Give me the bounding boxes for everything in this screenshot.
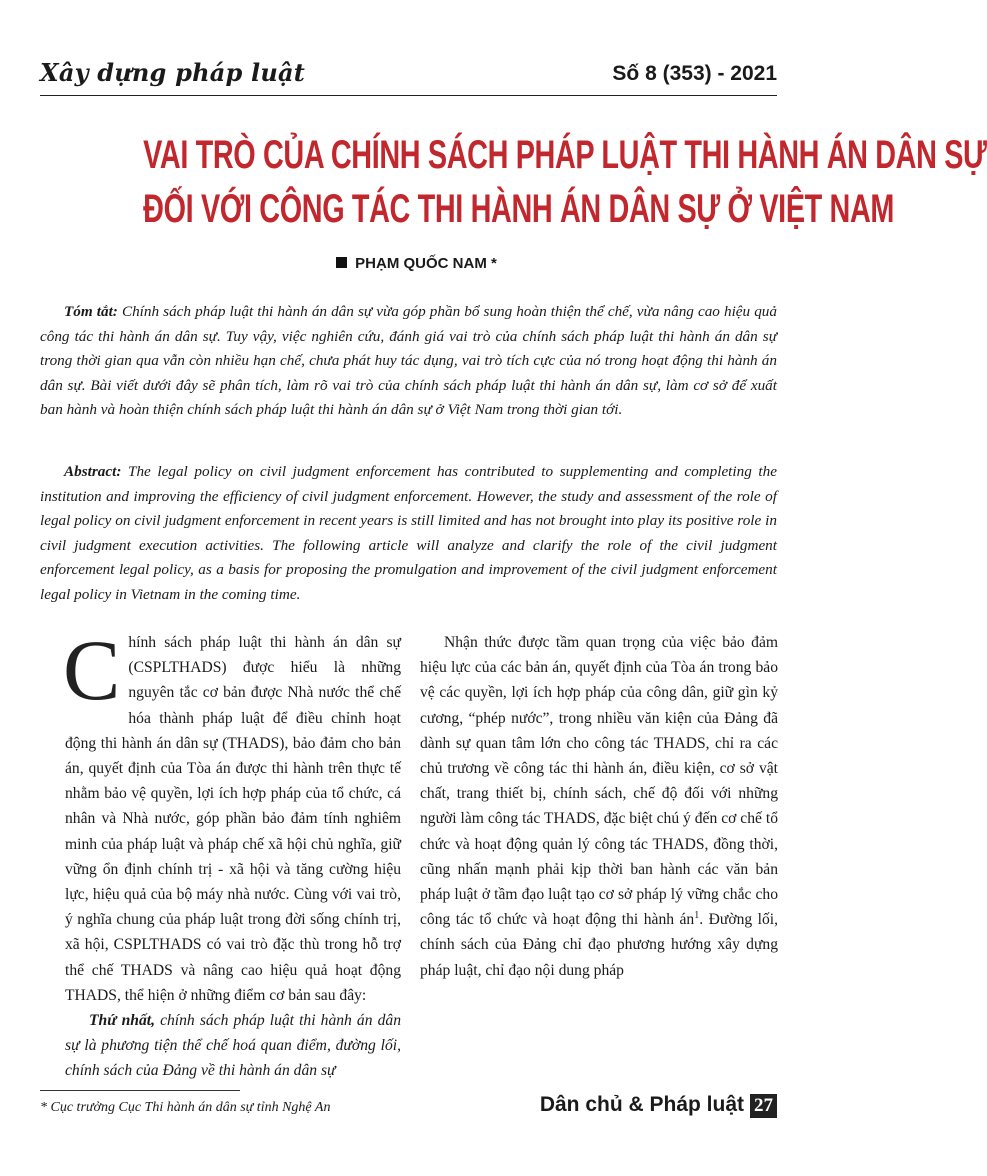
body-column-left (63, 622, 401, 1084)
abstract-vi-text: Chính sách pháp luật thi hành án dân sự vừa góp phần bổ sung hoàn thiện thể chế, vừa nâng cao hiệu quả công tác thi hành án dân sự. Tuy vậy, việc nghiên cứu, đánh giá vai trò của chính sách pháp luật thi hành án dân sự trong thời gian qua vẫn còn nhiều hạn chế, chưa phát huy tác dụng, vai trò tích cực của nó trong hoạt động thi hành án dân sự. Bài viết dưới đây sẽ phân tích, làm rõ vai trò của chính sách pháp luật thi hành án dân sự, làm cơ sở để xuất ban hành và hoàn thiện chính sách pháp luật thi hành án dân sự ở Việt Nam trong thời gian tới. (40, 303, 777, 419)
abstract-english (40, 460, 777, 608)
header-divider (40, 95, 777, 96)
abstract-vi-label: Tóm tắt: (64, 303, 118, 320)
first-point-label: Thứ nhất, (89, 1012, 155, 1030)
footnote-divider (40, 1090, 240, 1091)
magazine-name: Dân chủ & Pháp luật (539, 1093, 744, 1116)
drop-cap: C (63, 622, 121, 718)
footnote-reference: 1 (694, 910, 700, 922)
abstract-en-text: The legal policy on civil judgment enforcement has contributed to supplementing and completing the institution and improving the efficiency of civil judgment enforcement. However, the study and assessment of the role of legal policy on civil judgment enforcement in recent years is still limited and has not brought into play its positive role in civil judgment execution activities. The following article will analyze and clarify the role of the civil judgment enforcement legal policy, as a basis for proposing the promulgation and improvement of the civil judgment enforcement legal policy in Vietnam in the coming time. (40, 463, 777, 603)
abstract-vietnamese (40, 300, 777, 423)
paragraph-awareness (420, 630, 778, 983)
paragraph-awareness-tail: . Đường lối, chính sách của Đảng chỉ đạo phương hướng xây dựng pháp luật, chỉ đạo nội dung pháp (420, 911, 778, 979)
paragraph-intro (63, 622, 401, 1008)
author-byline (0, 255, 833, 272)
paragraph-intro-text: hính sách pháp luật thi hành án dân sự (CSPLTHADS) được hiểu là những nguyên tắc cơ bản được Nhà nước thể chế hóa thành pháp luật để điều chỉnh hoạt động thi hành án dân sự (THADS), bảo đảm cho bản án, quyết định của Tòa án được thi hành trên thực tế nhằm bảo vệ quyền, lợi ích hợp pháp của tổ chức, cá nhân và Nhà nước, góp phần bảo đảm tính nghiêm minh của pháp luật và pháp chế xã hội chủ nghĩa, giữ vững ổn định chính trị - xã hội và tăng cường hiệu lực, hiệu quả của bộ máy nhà nước. Cùng với vai trò, ý nghĩa chung của pháp luật trong đời sống chính trị, xã hội, CSPLTHADS có vai trò đặc thù trong hỗ trợ thể chế THADS và nâng cao hiệu quả hoạt động THADS, thể hiện ở những điểm cơ bản sau đây: (65, 634, 401, 1004)
title-line-1: VAI TRÒ CỦA CHÍNH SÁCH PHÁP LUẬT THI HÀNH ÁN DÂN SỰ (143, 133, 987, 177)
first-point-text: chính sách pháp luật thi hành án dân sự là phương tiện thể chế hoá quan điểm, đường lối, chính sách của Đảng về thi hành án dân sự (65, 1012, 401, 1080)
title-line-2: ĐỐI VỚI CÔNG TÁC THI HÀNH ÁN DÂN SỰ Ở VIỆT NAM (143, 187, 895, 231)
page-number: 27 (750, 1094, 777, 1118)
paragraph-awareness-text: Nhận thức được tầm quan trọng của việc bảo đảm hiệu lực của các bản án, quyết định của Tòa án trong bảo vệ các quyền, lợi ích hợp pháp của công dân, giữ gìn kỷ cương, “phép nước”, trong nhiều văn kiện của Đảng đã dành sự quan tâm lớn cho công tác THADS, chỉ ra các chủ trương về công tác thi hành án, điều kiện, cơ sở vật chất, trang thiết bị, chính sách, chế độ đối với những người làm công tác THADS, đặc biệt chú ý đến cơ chế tổ chức và hoạt động quản lý công tác THADS, đồng thời, cũng nhấn mạnh phải kịp thời ban hành các văn bản pháp luật ở tầm đạo luật tạo cơ sở pháp lý vững chắc cho công tác tổ chức và hoạt động thi hành án (420, 634, 778, 929)
footer-magazine (540, 1093, 777, 1118)
body-column-right (420, 630, 778, 983)
journal-name: Xây dựng pháp luật (40, 58, 306, 87)
article-title (143, 128, 987, 236)
author-footnote: * Cục trưởng Cục Thi hành án dân sự tỉnh Nghệ An (40, 1100, 331, 1115)
author-name: PHẠM QUỐC NAM * (355, 255, 497, 272)
square-bullet-icon (336, 257, 347, 268)
abstract-en-label: Abstract: (64, 463, 122, 480)
paragraph-first-point (65, 1008, 401, 1084)
issue-number: Số 8 (353) - 2021 (612, 62, 777, 85)
